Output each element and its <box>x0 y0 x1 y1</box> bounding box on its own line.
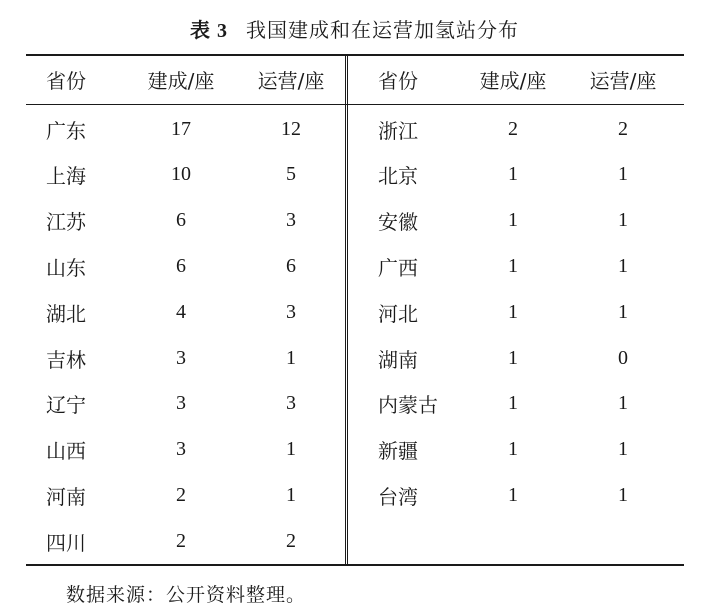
table-row <box>26 243 346 289</box>
operating-count-cell: 3 <box>286 209 296 232</box>
province-cell: 浙江 <box>378 118 418 143</box>
province-cell: 湖南 <box>378 347 418 372</box>
table-row <box>26 198 346 244</box>
operating-count-cell: 1 <box>286 346 296 369</box>
table-row <box>358 335 678 381</box>
table-row <box>358 106 678 152</box>
table-number: 表 3 <box>190 20 228 42</box>
operating-count-cell: 2 <box>286 529 296 552</box>
operating-count-cell: 1 <box>286 438 296 461</box>
built-count-cell: 2 <box>176 483 186 506</box>
source-note: 数据来源：公开资料整理。 <box>66 584 307 606</box>
table-row <box>26 427 346 473</box>
operating-count-cell: 3 <box>286 392 296 415</box>
province-cell: 河南 <box>46 484 86 509</box>
header-rule <box>26 104 684 105</box>
table-row <box>26 518 346 564</box>
built-count-cell: 2 <box>508 117 518 140</box>
built-count-cell: 10 <box>171 163 191 186</box>
province-cell: 湖北 <box>46 301 86 326</box>
table-row <box>358 289 678 335</box>
header-built: 建成/座 <box>479 68 547 93</box>
built-count-cell: 1 <box>508 209 518 232</box>
province-cell: 吉林 <box>46 347 86 372</box>
built-count-cell: 1 <box>508 254 518 277</box>
operating-count-cell: 2 <box>618 117 628 140</box>
header-row-left <box>26 54 346 104</box>
operating-count-cell: 1 <box>286 483 296 506</box>
built-count-cell: 3 <box>176 392 186 415</box>
built-count-cell: 1 <box>508 300 518 323</box>
built-count-cell: 3 <box>176 438 186 461</box>
operating-count-cell: 1 <box>618 392 628 415</box>
province-cell: 内蒙古 <box>378 393 438 418</box>
operating-count-cell: 1 <box>618 300 628 323</box>
built-count-cell: 4 <box>176 300 186 323</box>
built-count-cell: 17 <box>171 117 191 140</box>
table-row <box>26 106 346 152</box>
table-row <box>358 427 678 473</box>
header-province: 省份 <box>46 68 86 93</box>
operating-count-cell: 1 <box>618 483 628 506</box>
header-row-right <box>358 54 678 104</box>
province-cell: 台湾 <box>378 484 418 509</box>
operating-count-cell: 12 <box>281 117 301 140</box>
table-row <box>358 472 678 518</box>
operating-count-cell: 1 <box>618 163 628 186</box>
table-row <box>358 152 678 198</box>
built-count-cell: 1 <box>508 163 518 186</box>
bottom-rule <box>26 564 684 566</box>
built-count-cell: 1 <box>508 346 518 369</box>
table-row <box>358 381 678 427</box>
province-cell: 河北 <box>378 301 418 326</box>
built-count-cell: 1 <box>508 392 518 415</box>
built-count-cell: 6 <box>176 209 186 232</box>
table-row <box>358 198 678 244</box>
built-count-cell: 6 <box>176 254 186 277</box>
built-count-cell: 3 <box>176 346 186 369</box>
table-caption <box>0 14 709 43</box>
table-row <box>26 152 346 198</box>
built-count-cell: 1 <box>508 438 518 461</box>
table-row <box>26 472 346 518</box>
province-cell: 上海 <box>46 164 86 189</box>
province-cell: 山东 <box>46 255 86 280</box>
province-cell: 辽宁 <box>46 393 86 418</box>
province-cell: 四川 <box>46 530 86 555</box>
table-row <box>26 289 346 335</box>
table-row <box>358 243 678 289</box>
province-cell: 广东 <box>46 118 86 143</box>
province-cell: 山西 <box>46 439 86 464</box>
operating-count-cell: 1 <box>618 209 628 232</box>
table-row <box>26 335 346 381</box>
province-cell: 江苏 <box>46 210 86 235</box>
operating-count-cell: 0 <box>618 346 628 369</box>
operating-count-cell: 1 <box>618 254 628 277</box>
table-row <box>26 381 346 427</box>
header-operating: 运营/座 <box>589 68 657 93</box>
province-cell: 广西 <box>378 255 418 280</box>
operating-count-cell: 3 <box>286 300 296 323</box>
province-cell: 北京 <box>378 164 418 189</box>
operating-count-cell: 6 <box>286 254 296 277</box>
built-count-cell: 1 <box>508 483 518 506</box>
province-cell: 新疆 <box>378 439 418 464</box>
header-built: 建成/座 <box>147 68 215 93</box>
table-title: 我国建成和在运营加氢站分布 <box>246 18 519 42</box>
built-count-cell: 2 <box>176 529 186 552</box>
header-operating: 运营/座 <box>257 68 325 93</box>
operating-count-cell: 5 <box>286 163 296 186</box>
header-province: 省份 <box>378 68 418 93</box>
province-cell: 安徽 <box>378 210 418 235</box>
operating-count-cell: 1 <box>618 438 628 461</box>
